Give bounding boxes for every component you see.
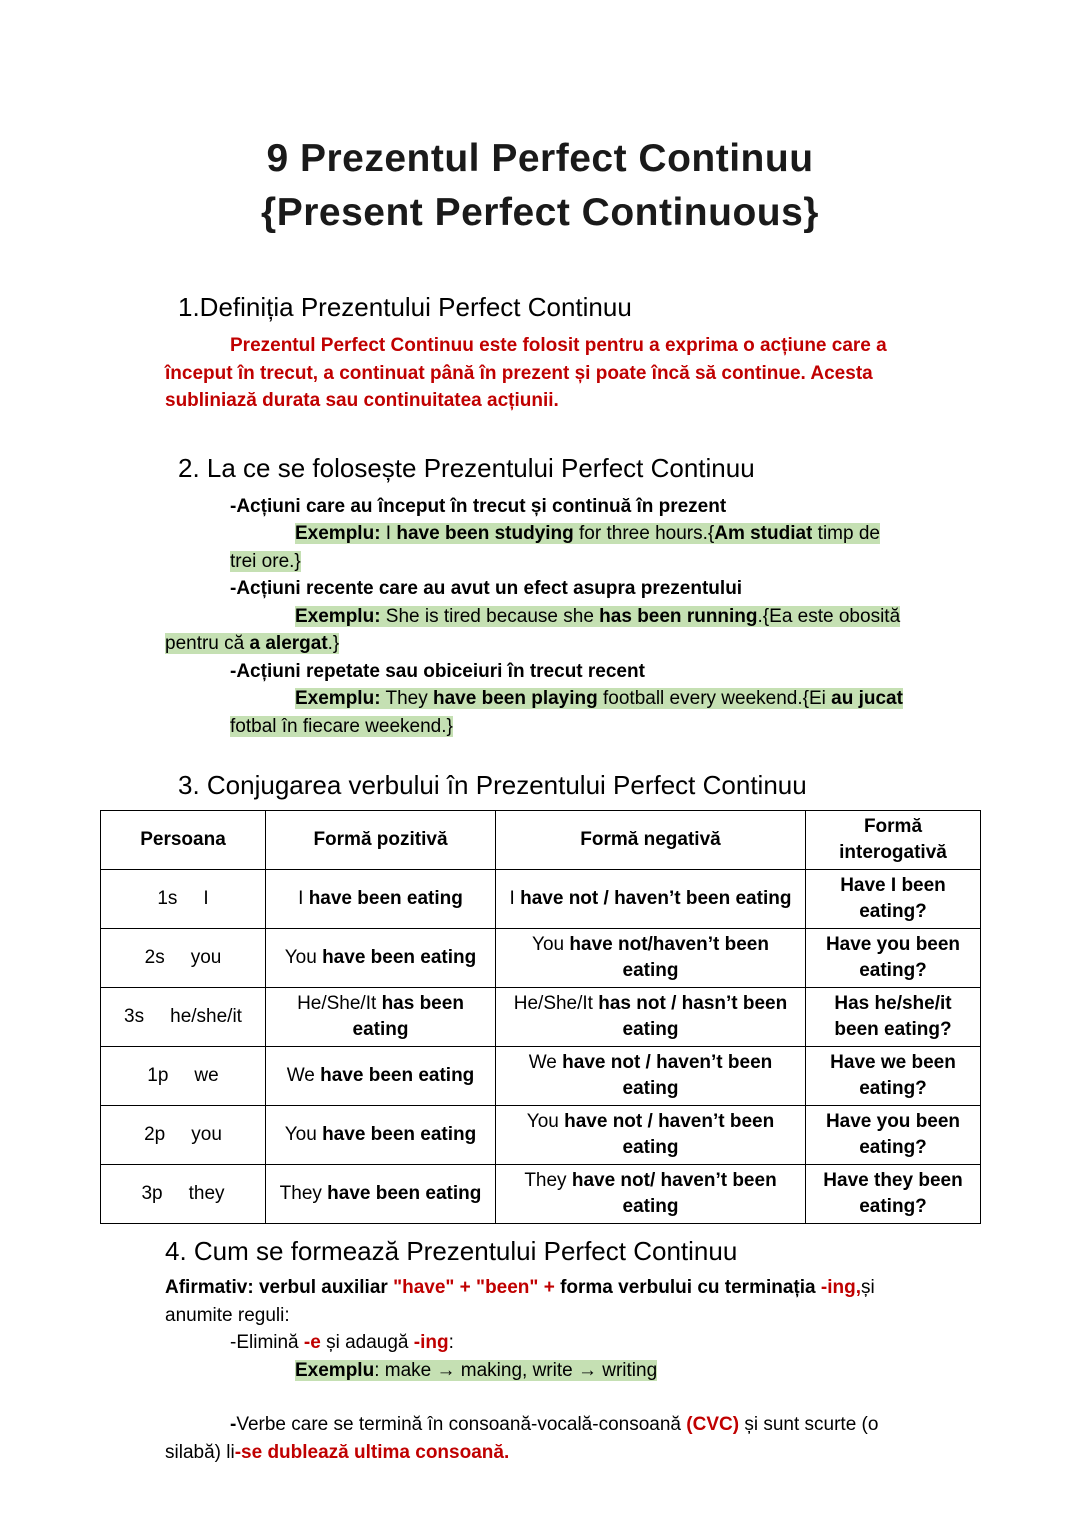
text-segment: have been playing xyxy=(433,688,598,709)
text-segment: I xyxy=(298,888,309,909)
table-row xyxy=(101,870,981,929)
text-segment: .{Ea este obosită xyxy=(757,605,901,627)
definition-line xyxy=(165,360,980,388)
definition-line xyxy=(165,387,980,415)
text-segment: football every weekend.{Ei xyxy=(597,688,832,709)
formation-rule-line xyxy=(165,1439,980,1467)
example-line xyxy=(295,603,980,631)
interrogative-cell xyxy=(806,988,981,1047)
text-segment: și sunt scurte (o xyxy=(739,1414,879,1435)
usage-item-label xyxy=(230,575,980,603)
section-3-heading: 3. Conjugarea verbului în Prezentului Perfect Continuu xyxy=(178,770,807,800)
text-segment: for three hours.{ xyxy=(573,523,715,544)
persona-pronoun: we xyxy=(194,1065,219,1086)
positive-cell xyxy=(266,1047,496,1106)
persona-pronoun: you xyxy=(191,1124,222,1145)
example-line xyxy=(165,630,980,658)
text-segment: I xyxy=(380,523,397,544)
example-line xyxy=(230,713,980,741)
formation-rule-line xyxy=(230,1411,980,1439)
persona-number: 3s xyxy=(124,1006,145,1027)
text-segment: He/She/It xyxy=(297,993,382,1014)
text-segment: has been eating xyxy=(352,993,464,1040)
positive-cell xyxy=(266,870,496,929)
text-segment: We xyxy=(528,1052,563,1073)
text-segment: have not/haven’t been eating xyxy=(569,934,769,981)
text-segment: (CVC) xyxy=(686,1414,740,1435)
negative-cell xyxy=(496,929,806,988)
positive-cell xyxy=(266,988,496,1047)
definition-line xyxy=(230,332,980,360)
table-row xyxy=(101,988,981,1047)
interrogative-cell xyxy=(806,929,981,988)
persona-cell xyxy=(101,929,266,988)
persona-number: 2p xyxy=(144,1124,166,1145)
text-segment: timp de xyxy=(812,523,880,544)
text-segment: have not / haven’t been eating xyxy=(520,888,792,909)
text-segment: : xyxy=(448,1332,454,1353)
negative-cell xyxy=(496,1047,806,1106)
text-segment: Have you been eating? xyxy=(825,1111,961,1158)
blank-line xyxy=(100,1384,980,1411)
section-2-heading: 2. La ce se folosește Prezentului Perfect Continuu xyxy=(178,452,755,483)
example-line xyxy=(295,520,980,548)
column-header-persoana: Persoana xyxy=(101,811,266,870)
persona-number: 1p xyxy=(147,1065,169,1086)
title-line-1: 9 Prezentul Perfect Continuu xyxy=(266,137,814,180)
text-segment: have not / haven’t been eating xyxy=(562,1052,773,1099)
text-segment: -ing xyxy=(413,1332,449,1353)
persona-number: 2s xyxy=(144,947,165,968)
text-segment: a alergat xyxy=(249,633,328,654)
table-row xyxy=(101,1165,981,1224)
text-segment: has not / hasn’t been eating xyxy=(598,993,788,1040)
text-segment: Exemplu: xyxy=(295,523,381,544)
negative-cell xyxy=(496,1106,806,1165)
formation-rule-line xyxy=(165,1302,980,1330)
text-segment: have been eating xyxy=(322,1124,477,1145)
table-row xyxy=(101,929,981,988)
text-segment: Have I been eating? xyxy=(840,875,946,922)
negative-cell xyxy=(496,870,806,929)
text-segment: They xyxy=(279,1183,328,1204)
text-segment: Have we been eating? xyxy=(830,1052,956,1099)
persona-wrap xyxy=(107,945,259,971)
interrogative-cell xyxy=(806,1165,981,1224)
section-4-heading: 4. Cum se formează Prezentului Perfect Continuu xyxy=(165,1236,738,1266)
text-segment: - xyxy=(230,1414,237,1435)
text-segment: fotbal în fiecare weekend.} xyxy=(230,715,453,737)
section-1-heading: 1.Definiția Prezentului Perfect Continuu xyxy=(178,292,632,322)
example-line xyxy=(295,1357,980,1385)
persona-pronoun: I xyxy=(203,888,209,909)
page-title xyxy=(100,132,980,240)
text-segment: -Acțiuni repetate sau obiceiuri în trecut recent xyxy=(230,660,645,682)
text-segment: You xyxy=(284,1124,323,1145)
persona-cell xyxy=(101,1047,266,1106)
persona-number: 3p xyxy=(141,1183,163,1204)
positive-cell xyxy=(266,1165,496,1224)
text-segment: -Acțiuni care au început în trecut și continuă în prezent xyxy=(230,495,727,517)
text-segment: They xyxy=(524,1170,572,1191)
text-segment: Exemplu xyxy=(295,1359,375,1381)
formation-rule-line xyxy=(165,1274,980,1302)
persona-wrap xyxy=(107,1004,259,1030)
text-segment: forma verbului cu terminația xyxy=(560,1277,821,1298)
persona-cell xyxy=(101,1165,266,1224)
column-header-interrogative: Formă interogativă xyxy=(806,811,981,870)
title-line-2: {Present Perfect Continuous} xyxy=(261,191,819,234)
text-segment: pentru că xyxy=(165,633,250,654)
text-segment: .} xyxy=(327,633,340,654)
conjugation-table xyxy=(100,810,981,1224)
persona-wrap xyxy=(107,886,259,912)
text-segment: și adaugă xyxy=(320,1332,414,1353)
text-segment: -ing, xyxy=(820,1277,861,1298)
text-segment: anumite reguli: xyxy=(165,1304,290,1326)
persona-cell xyxy=(101,1106,266,1165)
text-segment: Have you been eating? xyxy=(825,934,961,981)
persona-pronoun: you xyxy=(190,947,222,968)
text-segment: Am studiat xyxy=(714,523,813,544)
table-row xyxy=(101,1047,981,1106)
text-segment: have not/ haven’t been eating xyxy=(571,1170,777,1217)
text-segment: have not / haven’t been eating xyxy=(564,1111,775,1158)
text-segment: -se dublează ultima consoană. xyxy=(234,1441,510,1463)
persona-cell xyxy=(101,870,266,929)
text-segment: subliniază durata sau continuitatea acțiunii. xyxy=(165,390,559,411)
text-segment: Exemplu: xyxy=(295,605,381,627)
table-header-row xyxy=(101,811,981,870)
positive-cell xyxy=(266,1106,496,1165)
text-segment: You xyxy=(532,934,570,955)
column-header-positive: Formă pozitivă xyxy=(266,811,496,870)
persona-wrap xyxy=(107,1063,259,1089)
text-segment: You xyxy=(284,947,323,968)
text-segment: -e xyxy=(303,1332,321,1353)
text-segment: have been eating xyxy=(322,947,477,968)
text-segment: -Acțiuni recente care au avut un efect asupra prezentului xyxy=(230,578,743,599)
text-segment: Prezentul Perfect Continuu este folosit pentru a exprima o acțiune care a xyxy=(230,335,887,356)
text-segment: -Elimină xyxy=(230,1332,304,1353)
persona-wrap xyxy=(107,1122,259,1148)
positive-cell xyxy=(266,929,496,988)
text-segment: au jucat xyxy=(831,688,903,709)
text-segment: trei ore.} xyxy=(230,550,301,572)
text-segment: has been running xyxy=(599,605,758,627)
persona-pronoun: they xyxy=(188,1183,225,1204)
text-segment: have been eating xyxy=(308,888,463,909)
text-segment: silabă) li xyxy=(165,1441,235,1463)
text-segment: He/She/It xyxy=(513,993,599,1014)
example-line xyxy=(230,548,980,576)
text-segment: She is tired because she xyxy=(380,605,600,627)
text-segment: început în trecut, a continuat până în prezent și poate încă să continue. Acesta xyxy=(165,362,873,384)
text-segment: Exemplu: xyxy=(295,688,381,709)
text-segment: Have they been eating? xyxy=(823,1170,963,1217)
text-segment: have been eating xyxy=(327,1183,482,1204)
text-segment: "have" + "been" + xyxy=(393,1277,561,1298)
usage-item-label xyxy=(230,658,980,686)
persona-wrap xyxy=(107,1181,259,1207)
usage-item-label xyxy=(230,493,980,521)
text-segment: Afirmativ: verbul auxiliar xyxy=(165,1277,394,1298)
interrogative-cell xyxy=(806,1047,981,1106)
text-segment: și xyxy=(860,1277,875,1298)
interrogative-cell xyxy=(806,870,981,929)
formation-rule-line xyxy=(230,1329,980,1357)
example-line xyxy=(295,685,980,713)
table-row xyxy=(101,1106,981,1165)
text-segment: Verbe care se termină în consoană-vocală-consoană xyxy=(236,1414,687,1435)
text-segment: have been studying xyxy=(396,523,574,544)
persona-number: 1s xyxy=(157,888,178,909)
persona-pronoun: he/she/it xyxy=(170,1006,242,1027)
text-segment: : make → making, write → writing xyxy=(374,1359,658,1381)
text-segment: I xyxy=(509,888,521,909)
interrogative-cell xyxy=(806,1106,981,1165)
negative-cell xyxy=(496,988,806,1047)
text-segment: have been eating xyxy=(320,1065,475,1086)
text-segment: Has he/she/it been eating? xyxy=(834,993,952,1040)
text-segment: You xyxy=(526,1111,565,1132)
text-segment: They xyxy=(380,688,433,709)
persona-cell xyxy=(101,988,266,1047)
negative-cell xyxy=(496,1165,806,1224)
column-header-negative: Formă negativă xyxy=(496,811,806,870)
text-segment: We xyxy=(286,1065,321,1086)
